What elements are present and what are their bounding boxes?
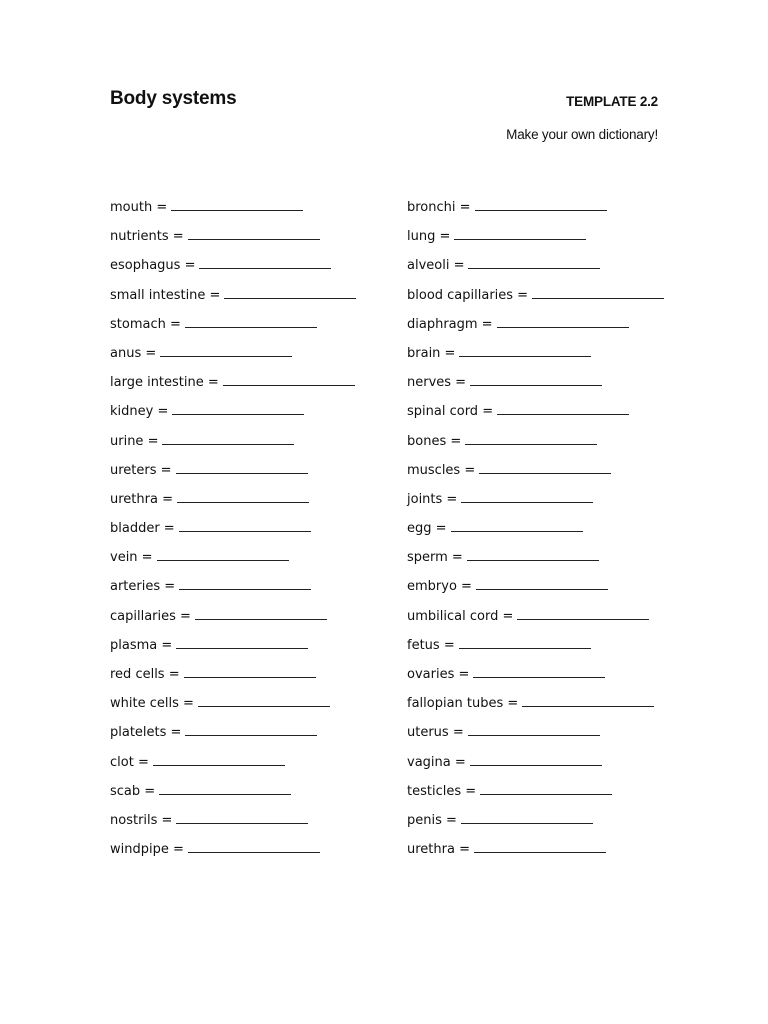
term-entry <box>110 489 356 518</box>
term-entry <box>110 722 356 751</box>
term-label: bronchi = <box>407 200 471 215</box>
term-label: lung = <box>407 229 451 245</box>
page-subtitle: Make your own dictionary! <box>506 127 658 142</box>
term-label: anus = <box>110 345 157 361</box>
term-entry <box>110 285 356 314</box>
answer-blank[interactable] <box>497 314 629 328</box>
term-entry <box>407 606 664 635</box>
term-entry <box>110 372 356 401</box>
answer-blank[interactable] <box>470 372 602 386</box>
term-entry <box>407 255 664 284</box>
term-label: blood capillaries = <box>407 287 529 303</box>
term-entry <box>407 752 664 781</box>
term-entry <box>110 197 356 226</box>
left-term-column <box>110 197 356 868</box>
term-entry <box>110 693 356 722</box>
answer-blank[interactable] <box>179 576 311 590</box>
answer-blank[interactable] <box>176 635 308 649</box>
answer-blank[interactable] <box>162 431 294 445</box>
answer-blank[interactable] <box>184 664 316 678</box>
right-term-column <box>407 197 664 868</box>
answer-blank[interactable] <box>188 839 320 853</box>
answer-blank[interactable] <box>185 722 317 736</box>
term-entry <box>407 226 664 255</box>
term-entry <box>110 460 356 489</box>
answer-blank[interactable] <box>159 781 291 795</box>
answer-blank[interactable] <box>224 285 356 299</box>
term-label: nutrients = <box>110 229 184 245</box>
answer-blank[interactable] <box>465 431 597 445</box>
term-label: bladder = <box>110 521 175 537</box>
term-label: arteries = <box>110 579 176 595</box>
answer-blank[interactable] <box>479 460 611 474</box>
term-label: capillaries = <box>110 608 191 624</box>
term-label: white cells = <box>110 696 194 712</box>
term-entry <box>110 781 356 810</box>
answer-blank[interactable] <box>185 314 317 328</box>
answer-blank[interactable] <box>468 722 600 736</box>
term-label: bones = <box>407 433 462 449</box>
term-entry <box>407 576 664 605</box>
term-label: uterus = <box>407 725 464 741</box>
term-entry <box>407 693 664 722</box>
answer-blank[interactable] <box>468 255 600 269</box>
answer-blank[interactable] <box>467 547 599 561</box>
answer-blank[interactable] <box>176 460 308 474</box>
term-entry <box>407 197 664 226</box>
answer-blank[interactable] <box>461 489 593 503</box>
term-entry <box>407 489 664 518</box>
term-entry <box>407 285 664 314</box>
term-entry <box>110 606 356 635</box>
term-entry <box>407 401 664 430</box>
term-entry <box>110 752 356 781</box>
term-label: plasma = <box>110 637 173 653</box>
term-label: nostrils = <box>110 812 173 828</box>
term-label: kidney = <box>110 404 169 420</box>
term-label: large intestine = <box>110 375 219 391</box>
term-entry <box>407 314 664 343</box>
term-entry <box>407 343 664 372</box>
answer-blank[interactable] <box>461 810 593 824</box>
term-entry <box>407 839 664 868</box>
answer-blank[interactable] <box>223 372 355 386</box>
term-entry <box>110 401 356 430</box>
term-label: nerves = <box>407 375 467 391</box>
term-label: vagina = <box>407 754 466 770</box>
answer-blank[interactable] <box>474 839 606 853</box>
term-label: brain = <box>407 345 456 361</box>
term-entry <box>110 343 356 372</box>
term-label: umbilical cord = <box>407 608 514 624</box>
term-label: ovaries = <box>407 667 470 682</box>
answer-blank[interactable] <box>188 226 320 240</box>
term-label: fallopian tubes = <box>407 696 519 712</box>
answer-blank[interactable] <box>176 810 308 824</box>
term-entry <box>407 431 664 460</box>
term-entry <box>407 547 664 576</box>
answer-blank[interactable] <box>497 401 629 415</box>
term-label: penis = <box>407 812 457 828</box>
answer-blank[interactable] <box>179 518 311 532</box>
answer-blank[interactable] <box>476 576 608 590</box>
term-label: spinal cord = <box>407 404 494 420</box>
term-label: ureters = <box>110 462 172 478</box>
term-label: windpipe = <box>110 842 184 858</box>
term-label: stomach = <box>110 316 181 332</box>
term-entry <box>110 547 356 576</box>
term-label: clot = <box>110 754 149 770</box>
template-label: TEMPLATE 2.2 <box>566 94 658 109</box>
term-label: urine = <box>110 433 159 449</box>
term-label: embryo = <box>407 579 472 595</box>
term-entry <box>110 518 356 547</box>
term-entry <box>407 372 664 401</box>
term-entry <box>407 460 664 489</box>
term-label: scab = <box>110 783 156 799</box>
term-entry <box>407 518 664 547</box>
term-entry <box>110 314 356 343</box>
term-entry <box>110 431 356 460</box>
term-entry <box>110 576 356 605</box>
answer-blank[interactable] <box>157 547 289 561</box>
answer-blank[interactable] <box>172 401 304 415</box>
term-entry <box>407 810 664 839</box>
term-entry <box>110 839 356 868</box>
term-label: joints = <box>407 491 458 507</box>
answer-blank[interactable] <box>480 781 612 795</box>
answer-blank[interactable] <box>198 693 330 707</box>
term-entry <box>407 722 664 751</box>
term-label: vein = <box>110 550 153 566</box>
answer-blank[interactable] <box>177 489 309 503</box>
answer-blank[interactable] <box>199 255 331 269</box>
term-label: urethra = <box>110 491 173 507</box>
answer-blank[interactable] <box>195 606 327 620</box>
page-title: Body systems <box>110 88 237 109</box>
term-label: alveoli = <box>407 258 465 274</box>
answer-blank[interactable] <box>454 226 586 240</box>
term-entry <box>407 635 664 664</box>
term-label: mouth = <box>110 200 168 215</box>
answer-blank[interactable] <box>522 693 654 707</box>
term-label: diaphragm = <box>407 316 493 332</box>
answer-blank[interactable] <box>451 518 583 532</box>
term-entry <box>110 255 356 284</box>
term-label: small intestine = <box>110 287 221 303</box>
term-label: urethra = <box>407 842 470 858</box>
answer-blank[interactable] <box>160 343 292 357</box>
answer-blank[interactable] <box>532 285 664 299</box>
answer-blank[interactable] <box>153 752 285 766</box>
answer-blank[interactable] <box>459 635 591 649</box>
term-entry <box>110 226 356 255</box>
answer-blank[interactable] <box>475 197 607 211</box>
term-label: platelets = <box>110 725 182 741</box>
answer-blank[interactable] <box>517 606 649 620</box>
answer-blank[interactable] <box>171 197 303 211</box>
term-label: esophagus = <box>110 258 196 274</box>
term-entry <box>110 664 356 693</box>
term-label: testicles = <box>407 783 477 799</box>
term-label: red cells = <box>110 667 180 682</box>
answer-blank[interactable] <box>459 343 591 357</box>
term-label: fetus = <box>407 637 455 653</box>
term-entry <box>110 810 356 839</box>
term-entry <box>407 781 664 810</box>
term-label: muscles = <box>407 462 476 478</box>
answer-blank[interactable] <box>473 664 605 678</box>
term-entry <box>110 635 356 664</box>
term-entry <box>407 664 664 693</box>
answer-blank[interactable] <box>470 752 602 766</box>
term-label: sperm = <box>407 550 463 566</box>
term-label: egg = <box>407 521 447 537</box>
